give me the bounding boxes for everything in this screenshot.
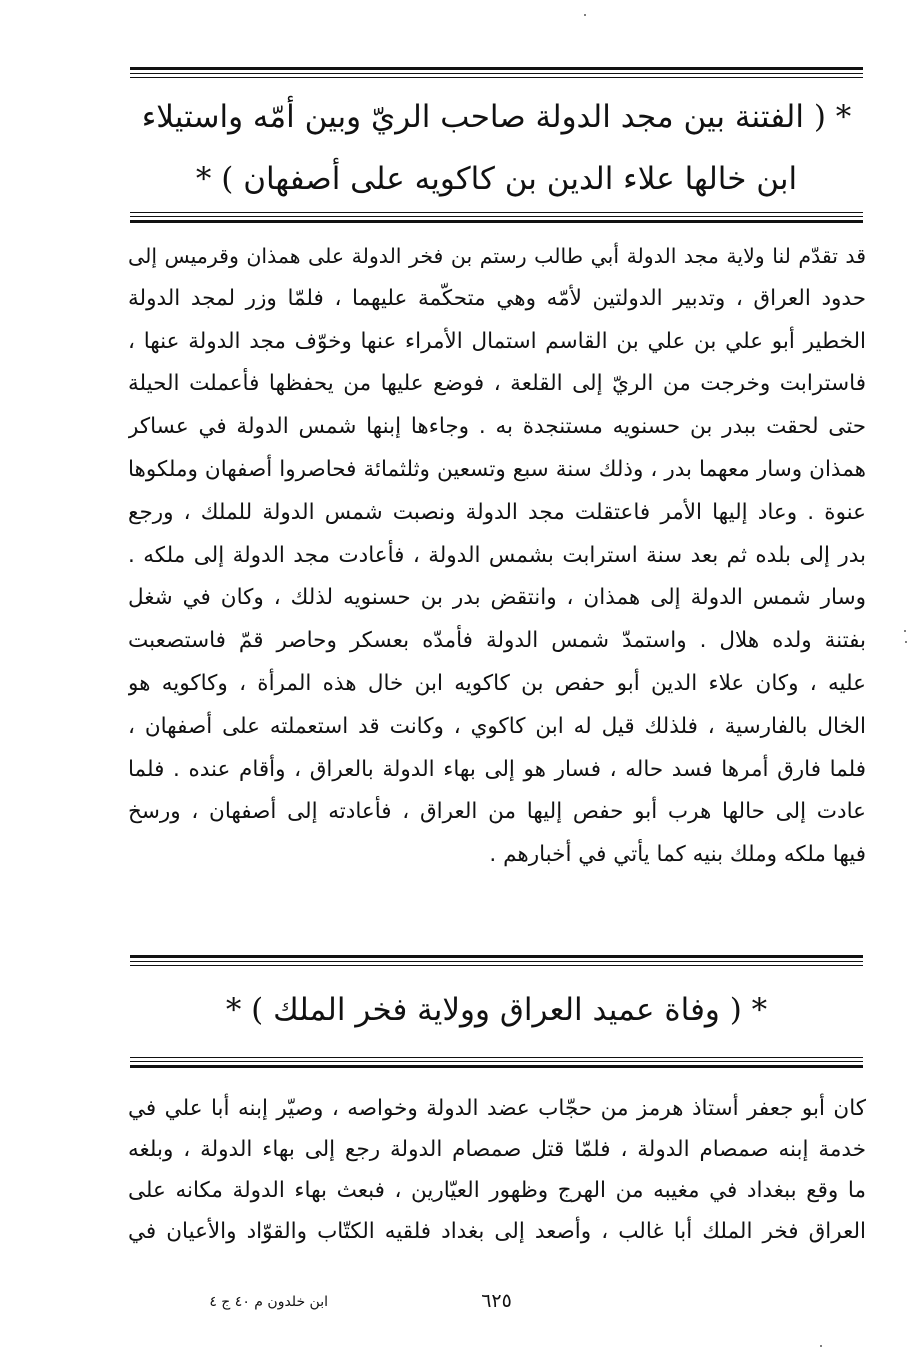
paragraph-line: حدود العراق ، وتدبير الدولتين لأمّه وهي متحكّمة عليهما ، فلمّا وزر لمجد الدولة [128, 285, 866, 311]
section1-heading-rule [130, 212, 863, 223]
paragraph-line: حتى لحقت ببدر بن حسنويه مستنجدة به . وجاءها إبنها شمس الدولة في عساكر [128, 414, 866, 440]
paragraph-line: خدمة إبنه صمصام الدولة ، فلمّا قتل صمصام الدولة رجع إلى بهاء الدولة ، وبلغه [128, 1137, 866, 1162]
section1-heading-line-2: ابن خالها علاء الدين بن كاكويه على أصفهان ) * [195, 161, 798, 197]
scan-speck [584, 14, 586, 16]
rule-thick [130, 220, 863, 223]
rule-thin [130, 965, 863, 966]
paragraph-line: بفتنة ولده هلال . واستمدّ شمس الدولة فأمدّه بعسكر وحاصر قمّ فاستصعبت [128, 628, 866, 654]
section2-paragraph [128, 1088, 866, 1252]
paragraph-line: فيها ملكه وملك بنيه كما يأتي في أخبارهم . [489, 842, 866, 868]
paragraph-line: ما وقع ببغداد في مغيبه من الهرج وظهور العيّارين ، فبعث بهاء الدولة مكانه على [128, 1178, 866, 1203]
top-rule [130, 67, 863, 78]
printer-signature: ابن خلدون م ٤٠ ج ٤ [209, 1294, 328, 1310]
section1-heading [130, 86, 863, 210]
section2-heading-line: * ( وفاة عميد العراق وولاية فخر الملك ) * [225, 992, 768, 1028]
paragraph-line: فاسترابت وخرجت من الريّ إلى القلعة ، فوضع عليها من يحفظها فأعملت الحيلة [128, 371, 866, 397]
paragraph-line: عادت إلى حالها هرب أبو حفص إليها من العراق ، فأعادته إلى أصفهان ، ورسخ [128, 799, 866, 825]
paragraph-line: قد تقدّم لنا ولاية مجد الدولة أبي طالب رستم بن فخر الدولة على همذان وقرميس إلى [128, 244, 866, 268]
rule-thin [130, 77, 863, 78]
rule-thick [130, 1065, 863, 1068]
paragraph-line: عنوة . وعاد إليها الأمر فاعتقلت مجد الدولة ونصبت شمس الدولة للملك ، ورجع [128, 499, 866, 525]
paragraph-line: الخال بالفارسية ، فلذلك قيل له ابن كاكوي ، وكانت قد استعملته على أصفهان ، [128, 713, 866, 739]
paragraph-line: فلما فارق أمرها فسد حاله ، فسار هو إلى بهاء الدولة بالعراق ، وأقام عنده . فلما [128, 756, 866, 782]
section1-paragraph [128, 235, 866, 877]
scan-speck [904, 630, 906, 632]
page-footer [130, 1292, 863, 1318]
section2-heading-rule [130, 1057, 863, 1068]
paragraph-line: العراق فخر الملك أبا غالب ، وأصعد إلى بغداد فلقيه الكتّاب والقوّاد والأعيان في [128, 1219, 866, 1244]
section2-top-rule [130, 955, 863, 966]
paragraph-line: همذان وسار معهما بدر ، وذلك سنة سبع وتسعين وثلثمائة فحاصروا أصفهان وملكوها [128, 456, 866, 482]
paragraph-line: كان أبو جعفر أستاذ هرمز من حجّاب عضد الدولة وخواصه ، وصيّر إبنه أبا علي في [128, 1096, 866, 1121]
section1-heading-line-1: * ( الفتنة بين مجد الدولة صاحب الريّ وبين أمّه واستيلاء [141, 99, 852, 135]
paragraph-line: وسار شمس الدولة إلى همذان ، وانتقض بدر بن حسنويه لذلك ، وكان في شغل [128, 585, 866, 611]
scan-speck [820, 1345, 822, 1347]
paragraph-line: عليه ، وكان علاء الدين أبو حفص بن كاكويه ابن خال هذه المرأة ، وكاكويه هو [128, 670, 866, 696]
page-number: ٦٢٥ [481, 1290, 512, 1312]
paragraph-line: الخطير أبو علي بن علي بن القاسم استمال الأمراء عنها وخوّف مجد الدولة عنها ، [128, 328, 866, 354]
paragraph-line: بدر إلى بلده ثم بعد سنة استرابت بشمس الدولة ، فأعادت مجد الدولة إلى ملكه . [128, 542, 866, 568]
section2-heading [130, 979, 863, 1041]
scan-speck [905, 641, 907, 643]
